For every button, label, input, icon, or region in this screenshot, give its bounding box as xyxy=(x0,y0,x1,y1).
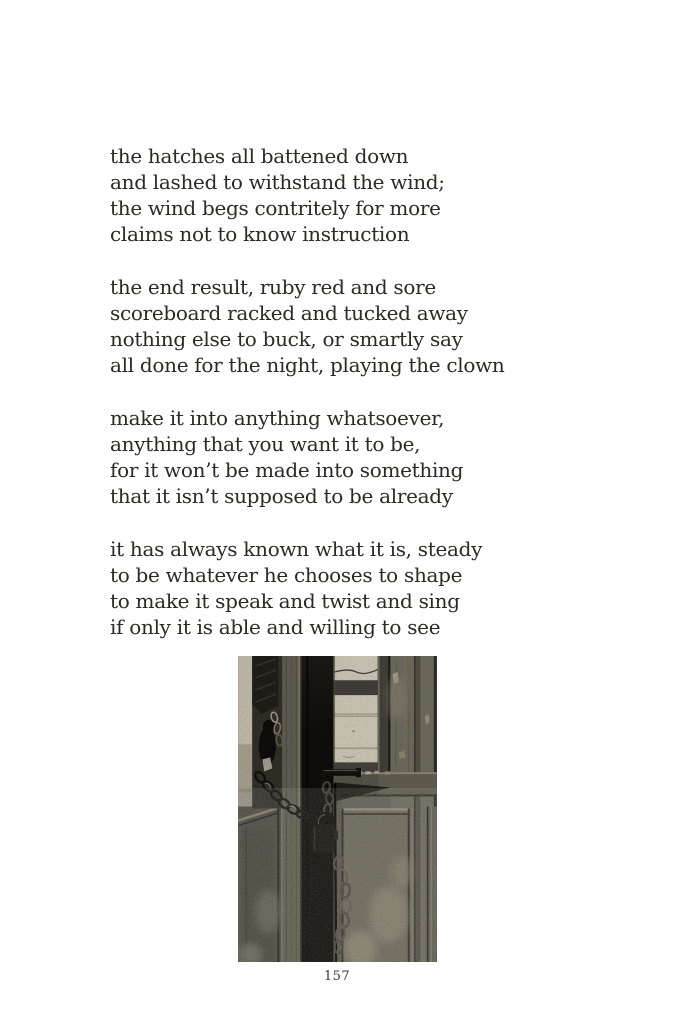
poem-stanza-3 xyxy=(110,405,505,509)
poem-line: anything that you want it to be, xyxy=(110,432,421,456)
poem-line: scoreboard racked and tucked away xyxy=(110,301,468,325)
poem-line: claims not to know instruction xyxy=(110,222,410,246)
poem-line: for it won’t be made into something xyxy=(110,458,464,482)
poem-line: make it into anything whatsoever, xyxy=(110,406,445,430)
poem-line: the wind begs contritely for more xyxy=(110,196,441,220)
poem-line: if only it is able and willing to see xyxy=(110,615,441,639)
page-number: 157 xyxy=(323,969,351,984)
poem-line: the end result, ruby red and sore xyxy=(110,275,436,299)
door-photo-image xyxy=(238,656,437,962)
door-photograph xyxy=(238,656,437,962)
poem-line: and lashed to withstand the wind; xyxy=(110,170,445,194)
poem-stanza-4 xyxy=(110,536,505,640)
poem-stanza-2 xyxy=(110,274,505,378)
poem-stanza-1 xyxy=(110,143,505,247)
poem-line: to make it speak and twist and sing xyxy=(110,589,460,613)
poem-line: nothing else to buck, or smartly say xyxy=(110,327,463,351)
poem-line: the hatches all battened down xyxy=(110,144,409,168)
poem-line: that it isn’t supposed to be already xyxy=(110,484,453,508)
poem-line: all done for the night, playing the clown xyxy=(110,353,505,377)
texture-grain xyxy=(238,656,437,962)
poem xyxy=(110,143,505,640)
poem-line: it has always known what it is, steady xyxy=(110,537,483,561)
poem-line: to be whatever he chooses to shape xyxy=(110,563,463,587)
